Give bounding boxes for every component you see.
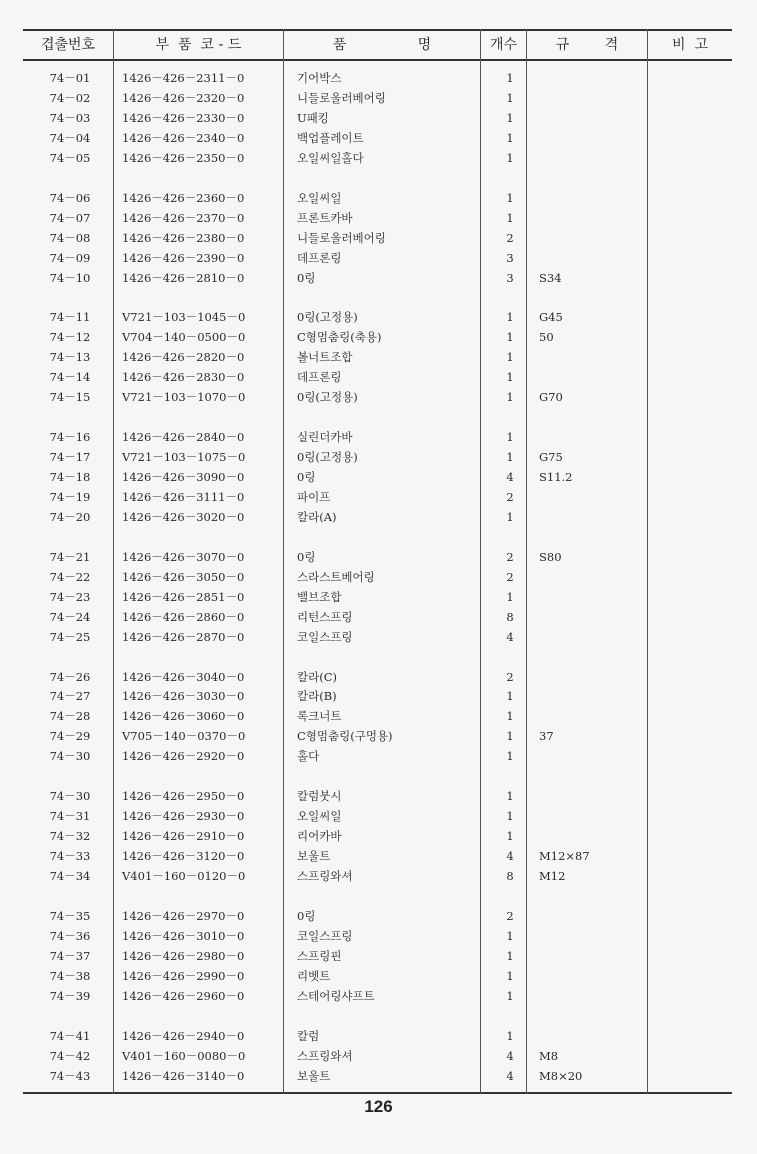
cell-part-code: 1426－426－3090－0 xyxy=(122,470,245,484)
cell-quantity: 1 xyxy=(506,310,514,325)
cell-part-number: 74－01 xyxy=(49,71,91,85)
cell-part-name: 보울트 xyxy=(297,849,331,864)
cell-part-name: C형멈춤링(축용) xyxy=(297,330,382,345)
cell-part-code: 1426－426－3140－0 xyxy=(122,1068,245,1083)
table-row xyxy=(0,68,757,88)
cell-specification: G45 xyxy=(539,310,563,325)
cell-part-number: 74－37 xyxy=(49,948,91,963)
cell-part-code: 1426－426－2950－0 xyxy=(122,789,245,804)
cell-part-name: 니들로울러베어링 xyxy=(297,230,386,245)
table-row xyxy=(0,128,757,148)
cell-quantity: 8 xyxy=(506,869,514,883)
cell-part-code: 1426－426－2340－0 xyxy=(122,130,245,145)
cell-part-name: 보울트 xyxy=(297,1068,331,1083)
cell-quantity: 4 xyxy=(506,470,514,484)
cell-part-number: 74－17 xyxy=(49,450,91,465)
cell-quantity: 4 xyxy=(506,629,514,644)
cell-part-code: 1426－426－3050－0 xyxy=(122,569,245,584)
cell-part-number: 74－22 xyxy=(49,569,91,584)
cell-quantity: 1 xyxy=(506,71,514,85)
cell-part-name: 프론트카바 xyxy=(297,210,353,225)
cell-quantity: 1 xyxy=(506,948,514,963)
cell-part-code: 1426－426－2990－0 xyxy=(122,968,245,983)
cell-part-name: 0링(고정용) xyxy=(297,450,358,465)
cell-part-code: 1426－426－2830－0 xyxy=(122,370,245,385)
cell-specification: S80 xyxy=(539,549,562,564)
cell-quantity: 2 xyxy=(506,230,514,245)
cell-quantity: 1 xyxy=(506,749,514,764)
cell-quantity: 1 xyxy=(506,210,514,225)
cell-part-name: 0링 xyxy=(297,908,316,923)
cell-part-code: 1426－426－2311－0 xyxy=(122,71,245,85)
cell-part-number: 74－35 xyxy=(49,908,91,923)
table-row xyxy=(0,906,757,926)
cell-quantity: 1 xyxy=(506,729,514,744)
cell-part-code: 1426－426－2320－0 xyxy=(122,90,245,105)
cell-specification: G70 xyxy=(539,390,563,405)
cell-quantity: 1 xyxy=(506,330,514,345)
cell-specification: G75 xyxy=(539,450,563,465)
table-row xyxy=(0,587,757,607)
cell-part-code: 1426－426－2380－0 xyxy=(122,230,245,245)
cell-part-number: 74－13 xyxy=(49,350,91,365)
cell-part-name: 코일스프링 xyxy=(297,629,353,644)
cell-part-number: 74－42 xyxy=(49,1048,91,1063)
cell-part-name: 밸브조합 xyxy=(297,589,342,604)
cell-quantity: 2 xyxy=(506,669,514,684)
cell-part-code: 1426－426－2350－0 xyxy=(122,150,245,165)
cell-quantity: 1 xyxy=(506,809,514,824)
cell-quantity: 1 xyxy=(506,709,514,724)
cell-part-code: 1426－426－2980－0 xyxy=(122,948,245,963)
cell-part-code: 1426－426－2820－0 xyxy=(122,350,245,365)
header-quantity: 개수 xyxy=(489,37,518,53)
cell-specification: 37 xyxy=(539,729,554,744)
cell-part-number: 74－24 xyxy=(49,609,91,624)
cell-part-name: 니들로울러베어링 xyxy=(297,90,386,105)
table-row xyxy=(0,188,757,208)
cell-part-name: 0링(고정용) xyxy=(297,390,358,405)
cell-part-name: 칼라(B) xyxy=(297,689,337,704)
cell-part-name: 오일씨일 xyxy=(297,190,342,205)
table-row xyxy=(0,228,757,248)
cell-part-code: 1426－426－2840－0 xyxy=(122,430,245,445)
cell-part-name: 스프링와셔 xyxy=(297,1048,353,1063)
page-number: 126 xyxy=(364,1097,393,1116)
cell-part-number: 74－05 xyxy=(49,150,91,165)
cell-part-number: 74－11 xyxy=(49,310,91,325)
cell-part-name: 홀다 xyxy=(297,749,320,764)
cell-part-number: 74－33 xyxy=(49,849,91,864)
cell-part-name: 스테어링샤프트 xyxy=(297,988,375,1003)
cell-part-code: 1426－426－3010－0 xyxy=(122,928,245,943)
cell-part-code: 1426－426－2920－0 xyxy=(122,749,245,764)
cell-part-number: 74－30 xyxy=(49,789,91,804)
cell-quantity: 3 xyxy=(506,270,514,285)
cell-part-number: 74－04 xyxy=(49,130,91,145)
table-row xyxy=(0,547,757,567)
cell-quantity: 1 xyxy=(506,589,514,604)
header-part-number: 겹출번호 xyxy=(40,37,96,53)
cell-quantity: 1 xyxy=(506,1028,514,1043)
cell-part-number: 74－36 xyxy=(49,928,91,943)
cell-part-name: 스라스트베어링 xyxy=(297,569,375,584)
cell-part-code: V401－160－0120－0 xyxy=(122,869,246,883)
table-row xyxy=(0,567,757,587)
cell-part-code: V704－140－0500－0 xyxy=(122,330,246,345)
table-row xyxy=(0,946,757,966)
cell-part-number: 74－41 xyxy=(49,1028,91,1043)
cell-quantity: 1 xyxy=(506,130,514,145)
cell-part-number: 74－16 xyxy=(49,430,91,445)
cell-part-name: 칼라(A) xyxy=(297,509,337,524)
cell-quantity: 1 xyxy=(506,390,514,405)
table-row xyxy=(0,507,757,527)
cell-part-code: 1426－426－3040－0 xyxy=(122,669,245,684)
cell-part-name: 0링 xyxy=(297,270,316,285)
table-row xyxy=(0,966,757,986)
cell-part-number: 74－30 xyxy=(49,749,91,764)
cell-part-code: V401－160－0080－0 xyxy=(122,1048,246,1063)
cell-quantity: 2 xyxy=(506,908,514,923)
cell-part-name: 칼럼 xyxy=(297,1028,320,1043)
cell-specification: M8×20 xyxy=(539,1068,583,1083)
cell-part-code: 1426－426－2910－0 xyxy=(122,829,245,844)
table-row xyxy=(0,307,757,327)
table-bottom-rule xyxy=(23,1092,732,1094)
table-row xyxy=(0,467,757,487)
cell-part-number: 74－34 xyxy=(49,869,91,883)
table-row xyxy=(0,986,757,1006)
header-part-code: 부 품 코 - 드 xyxy=(155,37,242,53)
cell-quantity: 1 xyxy=(506,988,514,1003)
cell-part-name: 오일씨일홀다 xyxy=(297,150,364,165)
table-row xyxy=(0,427,757,447)
cell-quantity: 1 xyxy=(506,430,514,445)
cell-part-number: 74－03 xyxy=(49,110,91,125)
cell-part-code: V721－103－1075－0 xyxy=(122,450,246,465)
cell-part-number: 74－31 xyxy=(49,809,91,824)
table-row xyxy=(0,88,757,108)
cell-part-name: 오일씨일 xyxy=(297,809,342,824)
cell-part-code: V721－103－1045－0 xyxy=(122,310,246,325)
table-row xyxy=(0,706,757,726)
cell-specification: S11.2 xyxy=(539,470,573,484)
cell-part-name: 데프론링 xyxy=(297,370,342,385)
table-row xyxy=(0,786,757,806)
table-row xyxy=(0,327,757,347)
cell-part-name: 파이프 xyxy=(297,489,331,504)
cell-part-name: 0링 xyxy=(297,549,316,564)
table-header-rule xyxy=(23,59,732,61)
cell-part-number: 74－08 xyxy=(49,230,91,245)
table-row xyxy=(0,686,757,706)
table-row xyxy=(0,846,757,866)
table-row xyxy=(0,607,757,627)
table-row xyxy=(0,447,757,467)
cell-quantity: 4 xyxy=(506,1068,514,1083)
cell-part-name: 백업플레이트 xyxy=(297,130,364,145)
cell-quantity: 4 xyxy=(506,1048,514,1063)
header-remarks: 비 고 xyxy=(672,37,708,53)
cell-part-code: 1426－426－3070－0 xyxy=(122,549,245,564)
cell-part-code: 1426－426－2370－0 xyxy=(122,210,245,225)
cell-part-name: 실린더카바 xyxy=(297,430,353,445)
cell-part-code: 1426－426－2930－0 xyxy=(122,809,245,824)
cell-specification: M8 xyxy=(539,1048,559,1063)
cell-specification: M12 xyxy=(539,869,566,883)
cell-quantity: 1 xyxy=(506,190,514,205)
cell-part-number: 74－19 xyxy=(49,489,91,504)
cell-quantity: 1 xyxy=(506,509,514,524)
cell-quantity: 1 xyxy=(506,689,514,704)
cell-part-name: 기어박스 xyxy=(297,71,342,85)
table-row xyxy=(0,108,757,128)
cell-part-name: 칼럼붓시 xyxy=(297,789,342,804)
cell-quantity: 3 xyxy=(506,250,514,265)
table-row xyxy=(0,347,757,367)
cell-part-number: 74－39 xyxy=(49,988,91,1003)
cell-part-name: 리턴스프링 xyxy=(297,609,353,624)
cell-quantity: 1 xyxy=(506,90,514,105)
table-row xyxy=(0,746,757,766)
cell-part-name: 코일스프링 xyxy=(297,928,353,943)
cell-part-code: 1426－426－2390－0 xyxy=(122,250,245,265)
cell-quantity: 1 xyxy=(506,110,514,125)
table-row xyxy=(0,866,757,886)
cell-part-name: 리벳트 xyxy=(297,968,331,983)
table-row xyxy=(0,208,757,228)
header-part-name: 품 명 xyxy=(332,37,432,53)
table-row xyxy=(0,726,757,746)
cell-part-name: 리어카바 xyxy=(297,829,342,844)
table-row xyxy=(0,248,757,268)
cell-quantity: 1 xyxy=(506,350,514,365)
cell-quantity: 2 xyxy=(506,549,514,564)
cell-quantity: 1 xyxy=(506,450,514,465)
cell-part-number: 74－25 xyxy=(49,629,91,644)
table-row xyxy=(0,1026,757,1046)
table-row xyxy=(0,826,757,846)
cell-part-number: 74－18 xyxy=(49,470,91,484)
cell-quantity: 1 xyxy=(506,968,514,983)
cell-part-code: 1426－426－2940－0 xyxy=(122,1028,245,1043)
cell-part-number: 74－15 xyxy=(49,390,91,405)
table-row xyxy=(0,387,757,407)
cell-part-name: 스프링핀 xyxy=(297,948,342,963)
table-row xyxy=(0,148,757,168)
cell-part-code: 1426－426－3120－0 xyxy=(122,849,245,864)
cell-part-code: V721－103－1070－0 xyxy=(122,390,246,405)
header-specification: 규 격 xyxy=(555,37,619,53)
cell-part-number: 74－20 xyxy=(49,509,91,524)
cell-part-number: 74－26 xyxy=(49,669,91,684)
cell-part-name: 0링 xyxy=(297,470,316,484)
cell-part-name: 볼너트조합 xyxy=(297,350,353,365)
cell-part-number: 74－38 xyxy=(49,968,91,983)
table-row xyxy=(0,487,757,507)
cell-quantity: 8 xyxy=(506,609,514,624)
table-row xyxy=(0,627,757,647)
cell-part-number: 74－21 xyxy=(49,549,91,564)
cell-part-code: 1426－426－2970－0 xyxy=(122,908,245,923)
cell-quantity: 1 xyxy=(506,150,514,165)
cell-part-name: 0링(고정용) xyxy=(297,310,358,325)
cell-part-name: 데프론링 xyxy=(297,250,342,265)
cell-part-name: 록크너트 xyxy=(297,709,342,724)
table-row xyxy=(0,667,757,687)
cell-part-code: 1426－426－2810－0 xyxy=(122,270,245,285)
table-row xyxy=(0,367,757,387)
cell-quantity: 1 xyxy=(506,829,514,844)
cell-part-number: 74－12 xyxy=(49,330,91,345)
cell-part-number: 74－06 xyxy=(49,190,91,205)
table-row xyxy=(0,1046,757,1066)
cell-part-code: 1426－426－3111－0 xyxy=(122,489,245,504)
table-row xyxy=(0,806,757,826)
cell-quantity: 1 xyxy=(506,789,514,804)
cell-quantity: 4 xyxy=(506,849,514,864)
cell-part-name: C형멈춤링(구멍용) xyxy=(297,729,393,744)
cell-part-number: 74－27 xyxy=(49,689,91,704)
cell-part-name: 스프링와셔 xyxy=(297,869,353,883)
cell-part-name: U패킹 xyxy=(297,110,329,125)
cell-part-number: 74－07 xyxy=(49,210,91,225)
cell-part-code: 1426－426－2330－0 xyxy=(122,110,245,125)
cell-part-number: 74－09 xyxy=(49,250,91,265)
cell-specification: 50 xyxy=(539,330,554,345)
cell-part-number: 74－02 xyxy=(49,90,91,105)
cell-part-number: 74－14 xyxy=(49,370,91,385)
cell-quantity: 2 xyxy=(506,569,514,584)
cell-part-number: 74－23 xyxy=(49,589,91,604)
cell-part-code: 1426－426－2851－0 xyxy=(122,589,245,604)
cell-part-code: 1426－426－3020－0 xyxy=(122,509,245,524)
table-row xyxy=(0,926,757,946)
table-top-rule xyxy=(23,29,732,31)
cell-part-code: 1426－426－2360－0 xyxy=(122,190,245,205)
cell-part-code: 1426－426－2860－0 xyxy=(122,609,245,624)
cell-part-number: 74－10 xyxy=(49,270,91,285)
cell-part-code: 1426－426－2870－0 xyxy=(122,629,245,644)
cell-part-code: V705－140－0370－0 xyxy=(122,729,246,744)
cell-part-number: 74－43 xyxy=(49,1068,91,1083)
cell-quantity: 1 xyxy=(506,928,514,943)
cell-quantity: 2 xyxy=(506,489,514,504)
cell-part-number: 74－32 xyxy=(49,829,91,844)
cell-specification: M12×87 xyxy=(539,849,590,864)
cell-part-code: 1426－426－2960－0 xyxy=(122,988,245,1003)
cell-part-number: 74－29 xyxy=(49,729,91,744)
cell-quantity: 1 xyxy=(506,370,514,385)
cell-specification: S34 xyxy=(539,270,562,285)
table-row xyxy=(0,268,757,288)
cell-part-number: 74－28 xyxy=(49,709,91,724)
cell-part-name: 칼라(C) xyxy=(297,669,337,684)
table-row xyxy=(0,1066,757,1086)
cell-part-code: 1426－426－3030－0 xyxy=(122,689,245,704)
cell-part-code: 1426－426－3060－0 xyxy=(122,709,245,724)
